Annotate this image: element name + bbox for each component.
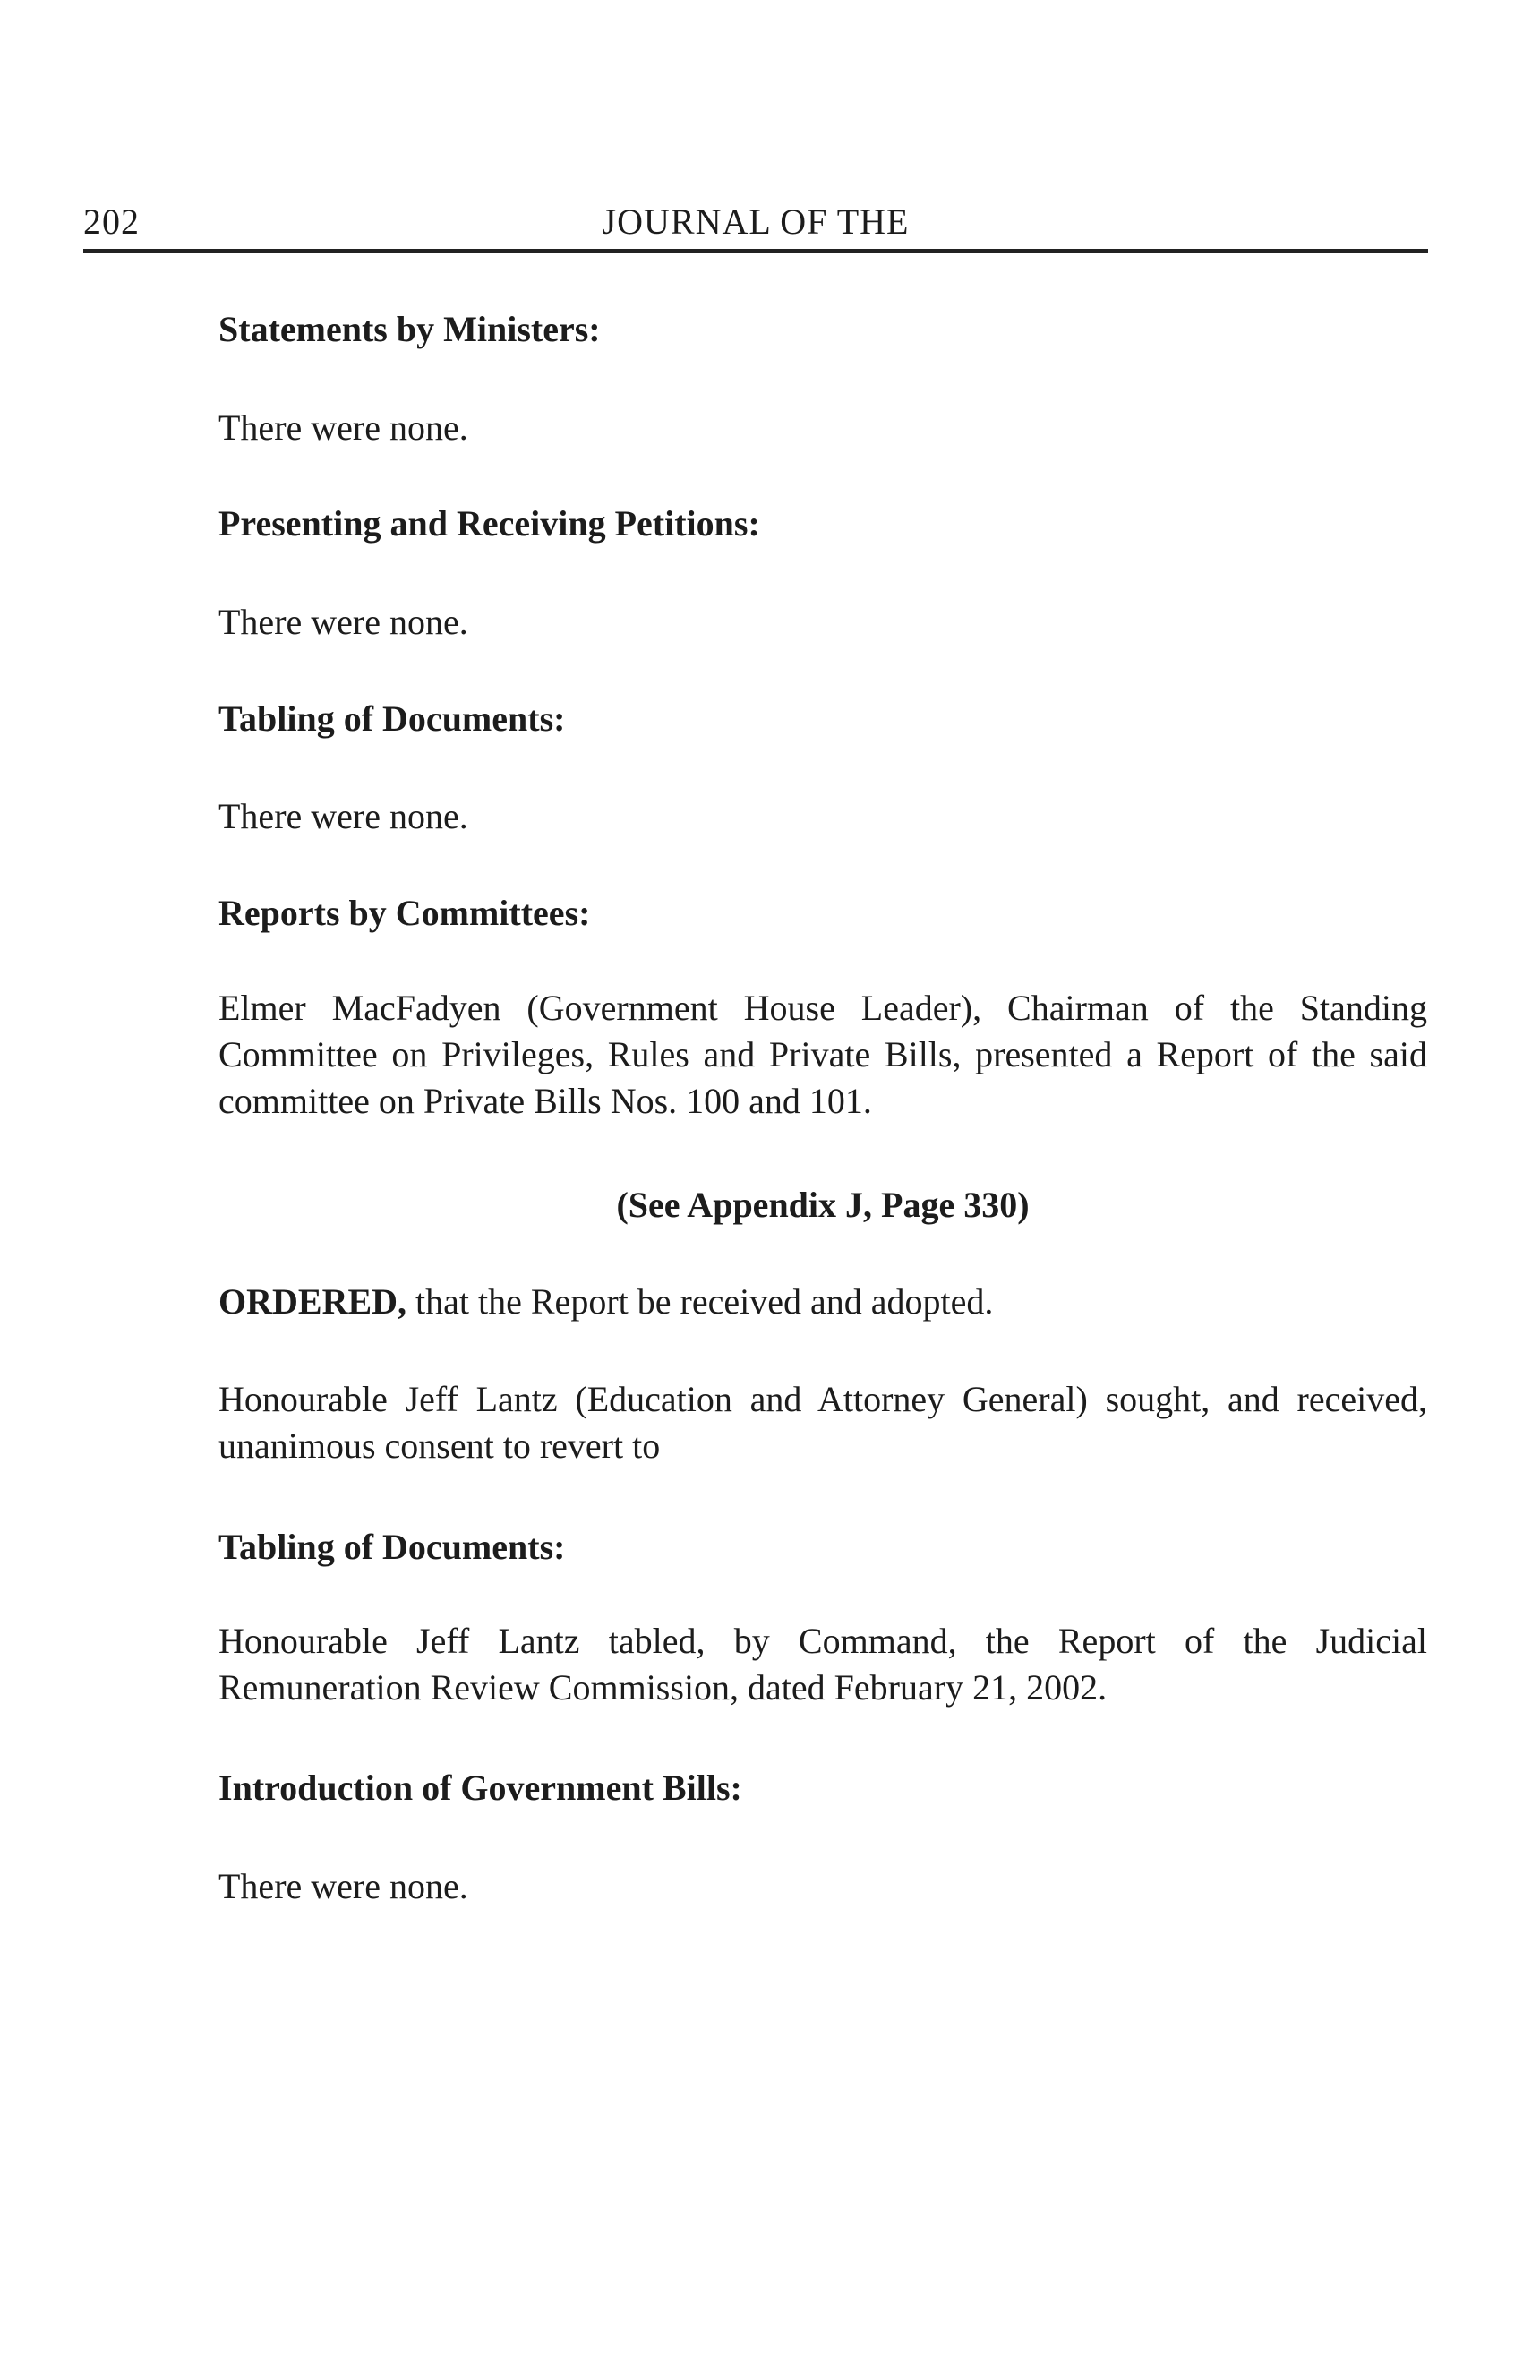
ordered-text: that the Report be received and adopted.: [406, 1281, 994, 1322]
unanimous-consent-paragraph: Honourable Jeff Lantz (Education and Attorney General) sought, and received, unanimous consent to revert to: [218, 1379, 1427, 1466]
petitions-body-text: There were none.: [218, 602, 468, 642]
ministers-body-text: There were none.: [218, 407, 468, 448]
page-header: [83, 199, 1428, 253]
section-heading-tabling-of-documents-2: Tabling of Documents:: [218, 1527, 566, 1567]
page-number: 202: [83, 201, 140, 242]
tabling-report-paragraph: Honourable Jeff Lantz tabled, by Command, the Report of the Judicial Remuneration Review Commission, dated February 21, 2002.: [218, 1621, 1427, 1708]
appendix-reference: (See Appendix J, Page 330): [616, 1185, 1030, 1225]
section-heading-government-bills: Introduction of Government Bills:: [218, 1768, 742, 1808]
ordered-paragraph: [218, 1279, 1427, 1325]
section-heading-tabling-of-documents: Tabling of Documents:: [218, 698, 566, 739]
running-title: JOURNAL OF THE: [602, 201, 910, 242]
committee-report-paragraph: Elmer MacFadyen (Government House Leader), Chairman of the Standing Committee on Privileges, Rules and Private Bills, presented a Report of the said committee on Private Bills Nos. 100 and 101.: [218, 988, 1427, 1121]
tabling-body-text: There were none.: [218, 796, 468, 836]
section-heading-petitions: Presenting and Receiving Petitions:: [218, 503, 760, 544]
section-heading-statements-by-ministers: Statements by Ministers:: [218, 309, 601, 349]
ordered-keyword: ORDERED,: [218, 1281, 407, 1322]
government-bills-body-text: There were none.: [218, 1866, 468, 1906]
section-heading-reports-by-committees: Reports by Committees:: [218, 893, 591, 933]
